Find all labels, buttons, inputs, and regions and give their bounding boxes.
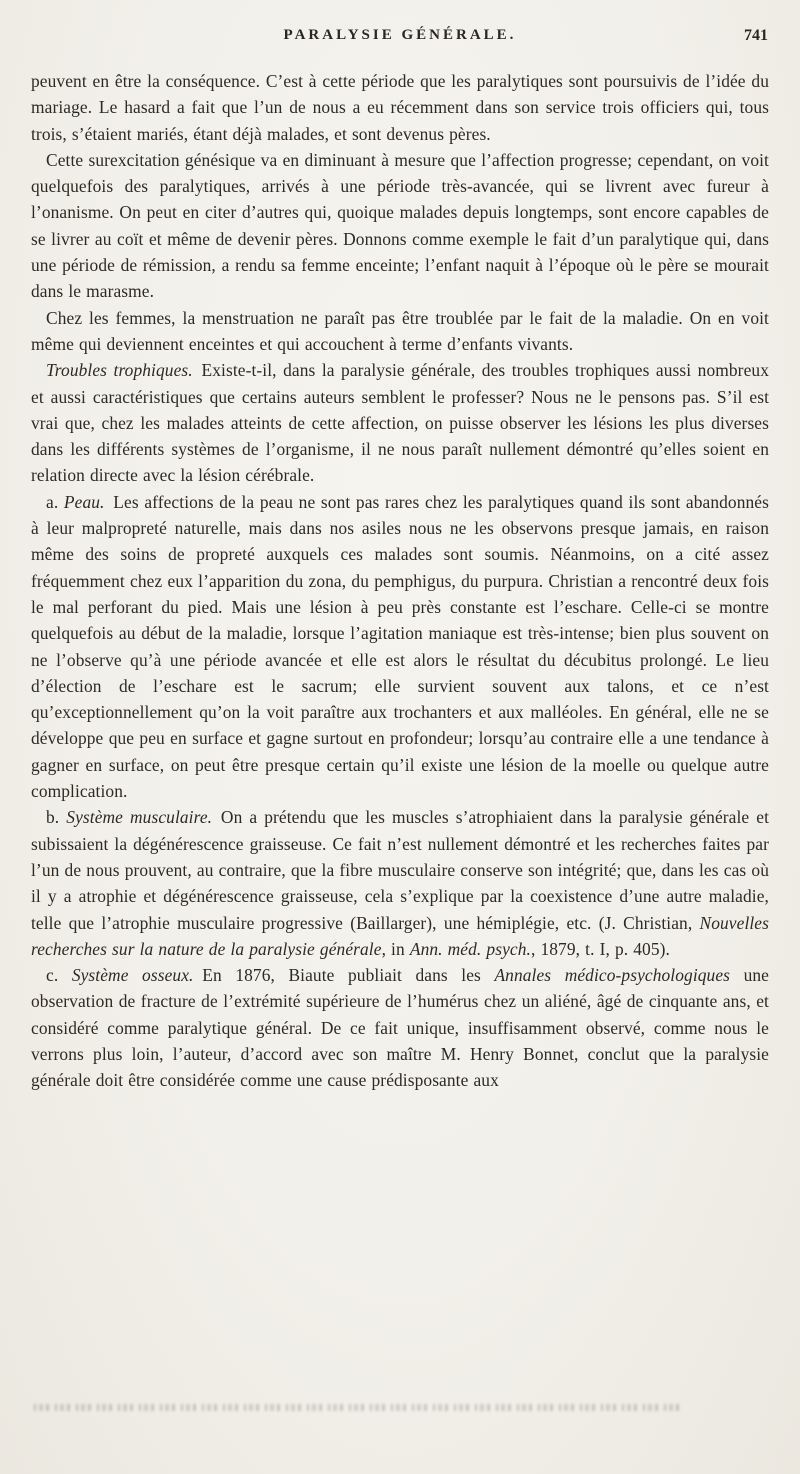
italic-text: Troubles trophiques. [46, 360, 193, 381]
body-text: On a prétendu que les muscles s’atrophiaient dans la paralysie générale et subissaient la dégénérescence graisseuse. Ce fait n’est nullement démontré et les recherches faites par l’un de nous prouvent, au contraire, que la fibre musculaire conserve son intégrité; que, dans les cas où il y a atrophie et dégénérescence graisseuse, cela s’explique par la coexistence d’une autre maladie, telle que l’atrophie musculaire progressive (Baillarger), une hémiplégie, etc. (J. Christian, [31, 807, 770, 933]
cutoff-scan-artifact [34, 1404, 682, 1411]
italic-text: Ann. méd. psych. [409, 938, 531, 959]
page-header [0, 0, 800, 54]
body-text: Cette surexcitation génésique va en diminuant à mesure que l’affection progresse; cependant, on voit quelquefois des paralytiques, arrivés à une période très-avancée, qui se livrent avec fureur à l’onanisme. On peut en citer d’autres qui, quoique malades depuis longtemps, sont encore capables de se livrer au coït et même de devenir pères. Donnons comme exemple le fait d’un paralytique qui, dans une période de rémission, a rendu sa femme enceinte; l’enfant naquit à l’époque où le père se mourait dans le marasme. [31, 149, 769, 302]
page-number: 741 [744, 27, 768, 44]
body-text: , 1879, t. I, p. 405). [530, 938, 670, 959]
body-text: peuvent en être la conséquence. C’est à cette période que les paralytiques sont poursuivis de l’idée du mariage. Le hasard a fait que l’un de nous a eu récemment dans son service trois officiers qui, tous trois, s’étaient mariés, étant déjà malades, et sont devenus pères. [31, 71, 769, 144]
italic-text: Système osseux. [71, 965, 194, 986]
paragraph [31, 804, 769, 962]
body-text: a. [46, 491, 64, 512]
body-text: Chez les femmes, la menstruation ne paraît pas être troublée par le fait de la maladie. On en voit même qui deviennent enceintes et qui accouchent à terme d’enfants vivants. [31, 307, 769, 354]
paragraph [31, 357, 769, 488]
body-text: , in [381, 938, 410, 959]
text-body [0, 54, 800, 1094]
body-text: En 1876, Biaute publiait dans les [193, 965, 495, 986]
running-title: PARALYSIE GÉNÉRALE. [283, 27, 517, 43]
italic-text: Nouvelles recherches sur la nature de la paralysie générale [31, 912, 769, 959]
body-text: b. [46, 807, 67, 828]
body-text: c. [46, 965, 72, 986]
body-text: Existe-t-il, dans la paralysie générale, des troubles trophiques aussi nombreux et aussi caractéristiques que certains auteurs semblent le professer? Nous ne le pensons pas. S’il est vrai que, chez les malades atteints de cette affection, on puisse observer les lésions les plus diverses dans les différents systèmes de l’organisme, il ne nous paraît nullement démontré qu’elles soient en relation directe avec la lésion cérébrale. [31, 360, 769, 486]
paragraph [31, 489, 769, 805]
paragraph [31, 68, 769, 147]
italic-text: Annales médico-psychologiques [494, 965, 731, 986]
body-text: Les affections de la peau ne sont pas rares chez les paralytiques quand ils sont abandonnés à leur malpropreté naturelle, mais dans nos asiles nous ne les observons presque jamais, en raison même des soins de propreté auxquels ces malades sont soumis. Néanmoins, on a cité assez fréquemment chez eux l’apparition du zona, du pemphigus, du purpura. Christian a rencontré deux fois le mal perforant du pied. Mais une lésion à peu près constante est l’eschare. Celle-ci se montre quelquefois au début de la maladie, lorsque l’agitation maniaque est très-intense; bien plus souvent on ne l’observe qu’à une période avancée et elle est alors le résultat du décubitus prolongé. Le lieu d’élection de l’eschare est le sacrum; elle survient souvent aux talons, et ce n’est qu’exceptionnellement qu’on la voit paraître aux trochanters et aux malléoles. En général, elle ne se développe que peu en surface et gagne surtout en profondeur; lorsqu’au contraire elle a une tendance à gagner en surface, on peut être presque certain qu’il existe une lésion de la moelle ou quelque autre complication. [31, 491, 769, 802]
italic-text: Peau. [63, 491, 105, 512]
paragraph [31, 962, 769, 1093]
italic-text: Système musculaire. [66, 807, 213, 828]
body-text: une observation de fracture de l’extrémité supérieure de l’humérus chez un aliéné, âgé de cinquante ans, et considéré comme paralytique général. De ce fait unique, insuffisamment observé, comme nous le verrons plus loin, l’auteur, d’accord avec son maître M. Henry Bonnet, conclut que la paralysie générale doit être considérée comme une cause prédisposante aux [31, 965, 769, 1091]
paragraph [31, 147, 769, 305]
paragraph [31, 305, 769, 358]
